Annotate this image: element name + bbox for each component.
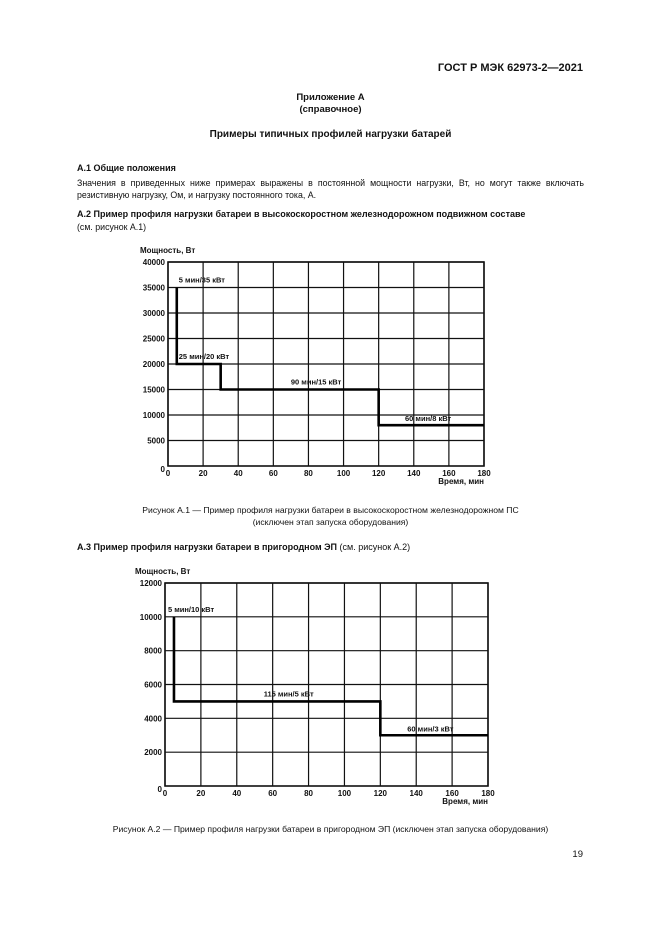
x-tick-label: 180 <box>477 469 491 478</box>
x-tick-label: 120 <box>371 469 386 478</box>
appendix-subtitle: (справочное) <box>299 104 362 115</box>
y-tick-label: 30000 <box>142 309 165 318</box>
x-tick-label: 100 <box>337 789 352 798</box>
series-line <box>177 288 484 426</box>
section-a3-heading <box>77 542 410 552</box>
x-tick-label: 120 <box>373 789 388 798</box>
data-label: 60 мин/3 кВт <box>407 724 454 734</box>
data-label: 90 мин/15 кВт <box>290 377 342 387</box>
section-a3-title: А.3 Пример профиля нагрузки батареи в пригородном ЭП <box>77 542 338 552</box>
x-tick-label: 20 <box>198 469 208 478</box>
y-tick-label: 6000 <box>144 680 162 690</box>
section-a2-title: А.2 Пример профиля нагрузки батареи в высокоскоростном железнодорожном подвижном составе <box>77 209 526 219</box>
x-tick-label: 80 <box>304 789 314 798</box>
y-axis-label: Мощность, Вт <box>140 246 196 255</box>
y-tick-label: 4000 <box>144 714 162 724</box>
data-label: 115 мин/5 кВт <box>263 689 314 699</box>
appendix-title: Приложение А <box>296 92 365 103</box>
x-tick-label: 0 <box>165 469 171 478</box>
origin-label: 0 <box>157 785 162 794</box>
document-header: ГОСТ Р МЭК 62973-2—2021 <box>437 62 583 74</box>
y-tick-label: 20000 <box>142 360 165 369</box>
section-a3-ref: (см. рисунок А.2) <box>337 542 411 552</box>
y-tick-label: 40000 <box>142 258 165 267</box>
section-a1-text: Значения в приведенных ниже примерах выражены в постоянной мощности нагрузки, Вт, но могут также включать резистивную нагрузку, Ом, и нагрузку постоянного тока, А. <box>77 178 584 200</box>
x-tick-label: 60 <box>268 789 278 798</box>
x-tick-label: 160 <box>445 789 459 798</box>
x-tick-label: 180 <box>481 789 495 798</box>
x-tick-label: 160 <box>442 469 456 478</box>
plot-frame <box>168 262 484 466</box>
x-tick-label: 80 <box>303 469 313 478</box>
x-tick-label: 20 <box>196 789 206 798</box>
figure-a1-caption <box>0 504 661 528</box>
data-label: 60 мин/8 кВт <box>405 414 452 424</box>
data-label: 5 мин/35 кВт <box>178 275 225 285</box>
chart-a1 <box>140 246 491 486</box>
x-axis-label: Время, мин <box>442 797 488 806</box>
x-tick-label: 140 <box>409 789 423 798</box>
x-tick-label: 140 <box>407 469 421 478</box>
y-tick-label: 12000 <box>139 579 162 588</box>
appendix-heading: Примеры типичных профилей нагрузки батарей <box>209 129 452 140</box>
y-tick-label: 10000 <box>142 411 165 420</box>
appendix-title-block <box>0 92 661 116</box>
x-tick-label: 40 <box>232 789 242 798</box>
page-number: 19 <box>572 849 583 860</box>
data-label: 25 мин/20 кВт <box>178 352 230 361</box>
y-tick-label: 10000 <box>139 612 162 622</box>
x-tick-label: 100 <box>336 469 351 478</box>
series-line <box>174 617 488 735</box>
figure-a1-caption-line1: Рисунок А.1 — Пример профиля нагрузки батареи в высокоскоростном железнодорожном ПС <box>142 505 519 515</box>
figure-a2-caption: Рисунок А.2 — Пример профиля нагрузки батареи в пригородном ЭП (исключен этап запуска оборудования) <box>112 824 549 834</box>
figure-a1-caption-line2: (исключен этап запуска оборудования) <box>252 517 409 527</box>
y-tick-label: 25000 <box>142 334 165 344</box>
section-a1-title: А.1 Общие положения <box>77 163 176 173</box>
chart-a2 <box>135 567 495 806</box>
section-a2-ref: (см. рисунок А.1) <box>77 222 147 232</box>
x-tick-label: 40 <box>233 469 243 478</box>
x-tick-label: 0 <box>162 789 168 798</box>
y-tick-label: 8000 <box>144 646 162 656</box>
data-label: 5 мин/10 кВт <box>167 604 215 614</box>
y-axis-label: Мощность, Вт <box>135 567 191 576</box>
x-tick-label: 60 <box>268 469 278 478</box>
y-tick-label: 5000 <box>147 436 165 446</box>
origin-label: 0 <box>160 465 165 474</box>
y-tick-label: 2000 <box>144 748 162 758</box>
y-tick-label: 35000 <box>142 283 165 293</box>
x-axis-label: Время, мин <box>438 477 484 486</box>
y-tick-label: 15000 <box>142 385 165 395</box>
plot-frame <box>165 583 488 786</box>
